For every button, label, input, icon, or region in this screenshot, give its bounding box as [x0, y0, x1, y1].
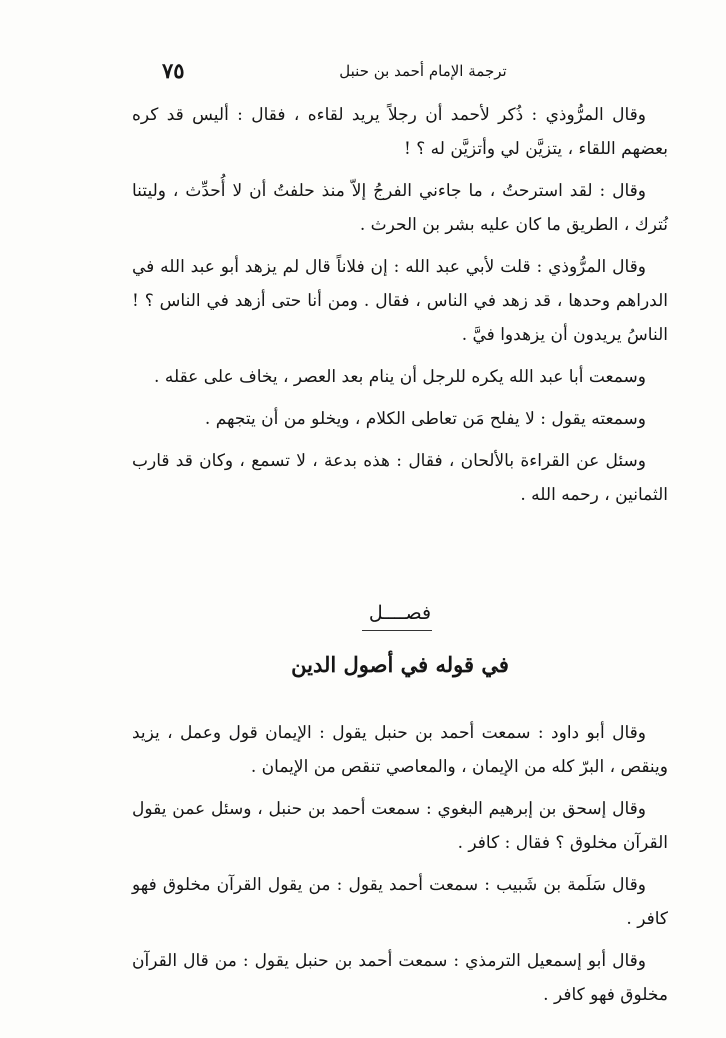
paragraph: وسمعت أبا عبد الله يكره للرجل أن ينام بعد العصر ، يخاف على عقله .	[154, 367, 646, 387]
paragraph: وقال المرُّوذي : ذُكر لأحمد أن رجلاً يريد لقاءه ، فقال : أليس قد كره بعضهم اللقاء ، يتزيَّن لي وأتزيَّن له ؟ !	[132, 105, 668, 159]
page-number: ٧٥	[162, 58, 185, 83]
page-header	[150, 58, 576, 86]
section-label: فصــــل	[368, 602, 432, 624]
paragraph: وقال إسحق بن إبرهيم البغوي : سمعت أحمد بن حنبل ، وسئل عمن يقول القرآن مخلوق ؟ فقال : كافر .	[132, 799, 668, 853]
paragraph: وقال أبو داود : سمعت أحمد بن حنبل يقول : الإيمان قول وعمل ، يزيد وينقص ، البرّ كله من الإيمان ، والمعاصي تنقص من الإيمان .	[132, 723, 668, 777]
paragraph: وقال : لقد استرحتُ ، ما جاءني الفرجُ إلاّ منذ حلفتُ أن لا أُحدِّث ، وليتنا نُترك ، الطريق ما كان عليه بشر بن الحرث .	[132, 181, 668, 235]
paragraph: وسئل عن القراءة بالألحان ، فقال : هذه بدعة ، لا تسمع ، وكان قد قارب الثمانين ، رحمه الله .	[132, 451, 668, 505]
body-text-bottom	[132, 716, 668, 1020]
paragraph: وقال المرُّوذي : قلت لأبي عبد الله : إن فلاناً قال لم يزهد أبو عبد الله في الدراهم وحدها ، قد زهد في الناس ، فقال . ومن أنا حتى أزهد في الناس ؟ ! الناسُ يريدون أن يزهدوا فيَّ .	[132, 257, 668, 345]
paragraph: وسمعته يقول : لا يفلح مَن تعاطى الكلام ، ويخلو من أن يتجهم .	[204, 409, 646, 429]
section-heading: في قوله في أصول الدين	[291, 652, 509, 677]
section-divider	[362, 630, 432, 631]
paragraph: وقال سَلَمة بن شَبيب : سمعت أحمد يقول : من يقول القرآن مخلوق فهو كافر .	[132, 875, 668, 929]
body-text-top	[132, 98, 668, 520]
paragraph: وقال أبو إسمعيل الترمذي : سمعت أحمد بن حنبل يقول : من قال القرآن مخلوق فهو كافر .	[132, 951, 668, 1005]
running-title: ترجمة الإمام أحمد بن حنبل	[339, 62, 507, 80]
